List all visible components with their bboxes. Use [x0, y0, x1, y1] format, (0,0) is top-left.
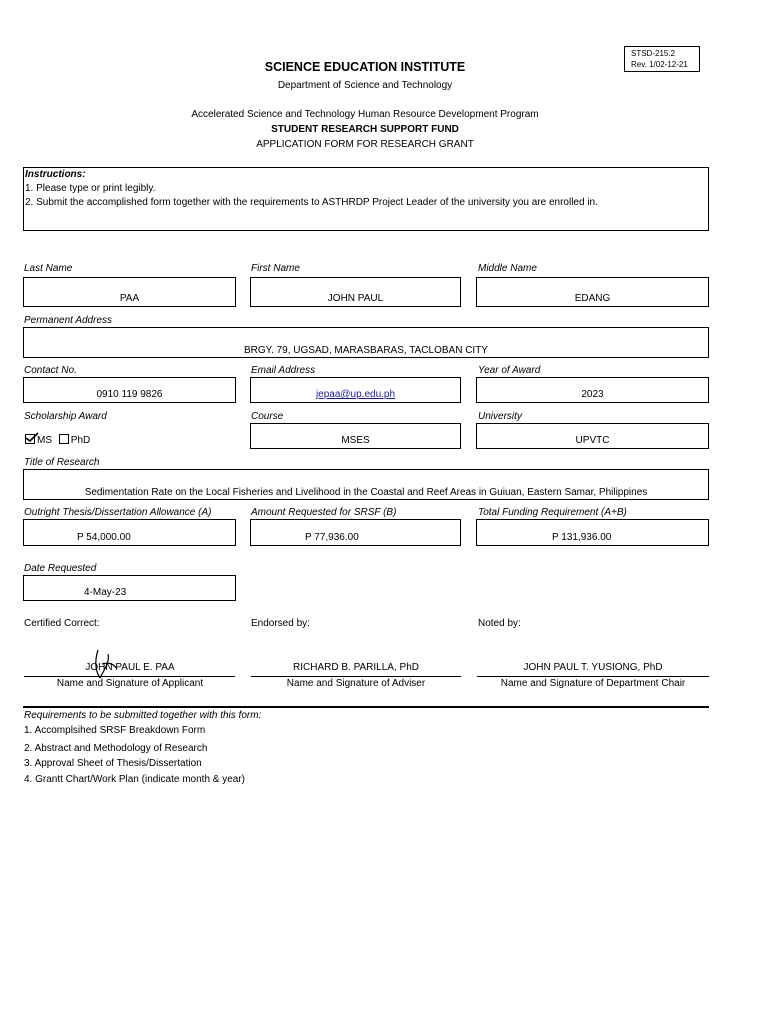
- address-value: BRGY. 79, UGSAD, MARASBARAS, TACLOBAN CITY: [244, 345, 488, 356]
- email-field[interactable]: [250, 377, 461, 403]
- applicant-signature-line: [24, 676, 235, 677]
- chair-name: JOHN PAUL T. YUSIONG, PhD: [523, 662, 663, 673]
- instructions-heading: Instructions:: [25, 169, 86, 180]
- course-field[interactable]: [250, 423, 461, 449]
- last-name-value: PAA: [119, 293, 140, 304]
- instructions-box: [23, 167, 709, 231]
- form-code: STSD-215.2: [631, 49, 676, 58]
- chair-caption: Name and Signature of Department Chair: [500, 678, 686, 689]
- ms-checkbox[interactable]: [25, 434, 35, 444]
- year-award-label: Year of Award: [478, 365, 541, 376]
- requirement-item-2: 2. Abstract and Methodology of Research: [24, 743, 208, 754]
- first-name-value: JOHN PAUL: [327, 293, 384, 304]
- applicant-caption: Name and Signature of Applicant: [56, 678, 204, 689]
- last-name-field[interactable]: [23, 277, 236, 307]
- date-field[interactable]: [23, 575, 236, 601]
- requirements-heading: Requirements to be submitted together with this form:: [24, 710, 262, 721]
- scholarship-options: [25, 434, 90, 446]
- total-value: P 131,936.00: [552, 532, 612, 543]
- contact-field[interactable]: [23, 377, 236, 403]
- allowance-value: P 54,000.00: [77, 532, 131, 543]
- university-value: UPVTC: [575, 435, 610, 446]
- adviser-name: RICHARD B. PARILLA, PhD: [293, 662, 419, 673]
- total-field[interactable]: [476, 519, 709, 546]
- email-link[interactable]: jepaa@up.edu.ph: [315, 389, 396, 400]
- phd-option-label: PhD: [70, 435, 91, 446]
- fund-name: STUDENT RESEARCH SUPPORT FUND: [271, 124, 459, 135]
- address-field[interactable]: [23, 327, 709, 358]
- requirement-item-4: 4. Grantt Chart/Work Plan (indicate month & year): [24, 774, 246, 785]
- address-label: Permanent Address: [24, 315, 113, 326]
- instruction-item-1: 1. Please type or print legibly.: [25, 183, 156, 194]
- course-label: Course: [251, 411, 284, 422]
- form-revision: Rev. 1/02-12-21: [631, 60, 688, 69]
- last-name-label: Last Name: [24, 263, 73, 274]
- department-name: Department of Science and Technology: [277, 80, 453, 91]
- institute-title: SCIENCE EDUCATION INSTITUTE: [264, 60, 466, 74]
- noted-label: Noted by:: [478, 618, 521, 629]
- check-icon: [25, 432, 39, 442]
- date-label: Date Requested: [24, 563, 97, 574]
- endorsed-label: Endorsed by:: [251, 618, 310, 629]
- applicant-name: JOHN PAUL E. PAA: [85, 662, 175, 673]
- form-title: APPLICATION FORM FOR RESEARCH GRANT: [256, 139, 474, 150]
- middle-name-label: Middle Name: [478, 263, 537, 274]
- phd-checkbox[interactable]: [59, 434, 69, 444]
- first-name-field[interactable]: [250, 277, 461, 307]
- srsf-field[interactable]: [250, 519, 461, 546]
- total-label: Total Funding Requirement (A+B): [478, 507, 627, 518]
- divider-line: [23, 706, 709, 708]
- middle-name-value: EDANG: [574, 293, 611, 304]
- year-award-field[interactable]: [476, 377, 709, 403]
- contact-value: 0910 119 9826: [96, 389, 163, 400]
- university-field[interactable]: [476, 423, 709, 449]
- srsf-value: P 77,936.00: [305, 532, 359, 543]
- chair-signature-line: [477, 676, 709, 677]
- year-award-value: 2023: [581, 389, 604, 400]
- certified-label: Certified Correct:: [24, 618, 100, 629]
- university-label: University: [478, 411, 522, 422]
- first-name-label: First Name: [251, 263, 300, 274]
- adviser-signature-line: [251, 676, 461, 677]
- srsf-label: Amount Requested for SRSF (B): [251, 507, 397, 518]
- requirement-item-1: 1. Accomplsihed SRSF Breakdown Form: [24, 725, 206, 736]
- allowance-label: Outright Thesis/Dissertation Allowance (A): [24, 507, 212, 518]
- ms-option-label: MS: [37, 435, 52, 446]
- allowance-field[interactable]: [23, 519, 236, 546]
- research-title-value: Sedimentation Rate on the Local Fisheries and Livelihood in the Coastal and Reef Areas in Guiuan, Eastern Samar, Philippines: [84, 487, 648, 498]
- research-title-label: Title of Research: [24, 457, 100, 468]
- requirement-item-3: 3. Approval Sheet of Thesis/Dissertation: [24, 758, 202, 769]
- research-title-field[interactable]: [23, 469, 709, 500]
- adviser-caption: Name and Signature of Adviser: [286, 678, 426, 689]
- course-value: MSES: [341, 435, 370, 446]
- contact-label: Contact No.: [24, 365, 77, 376]
- scholarship-label: Scholarship Award: [24, 411, 107, 422]
- email-label: Email Address: [251, 365, 316, 376]
- program-name: Accelerated Science and Technology Human Resource Development Program: [191, 109, 539, 120]
- instruction-item-2: 2. Submit the accomplished form together with the requirements to ASTHRDP Project Leader of the university you are enrolled in.: [25, 197, 598, 208]
- middle-name-field[interactable]: [476, 277, 709, 307]
- date-value: 4-May-23: [84, 587, 127, 598]
